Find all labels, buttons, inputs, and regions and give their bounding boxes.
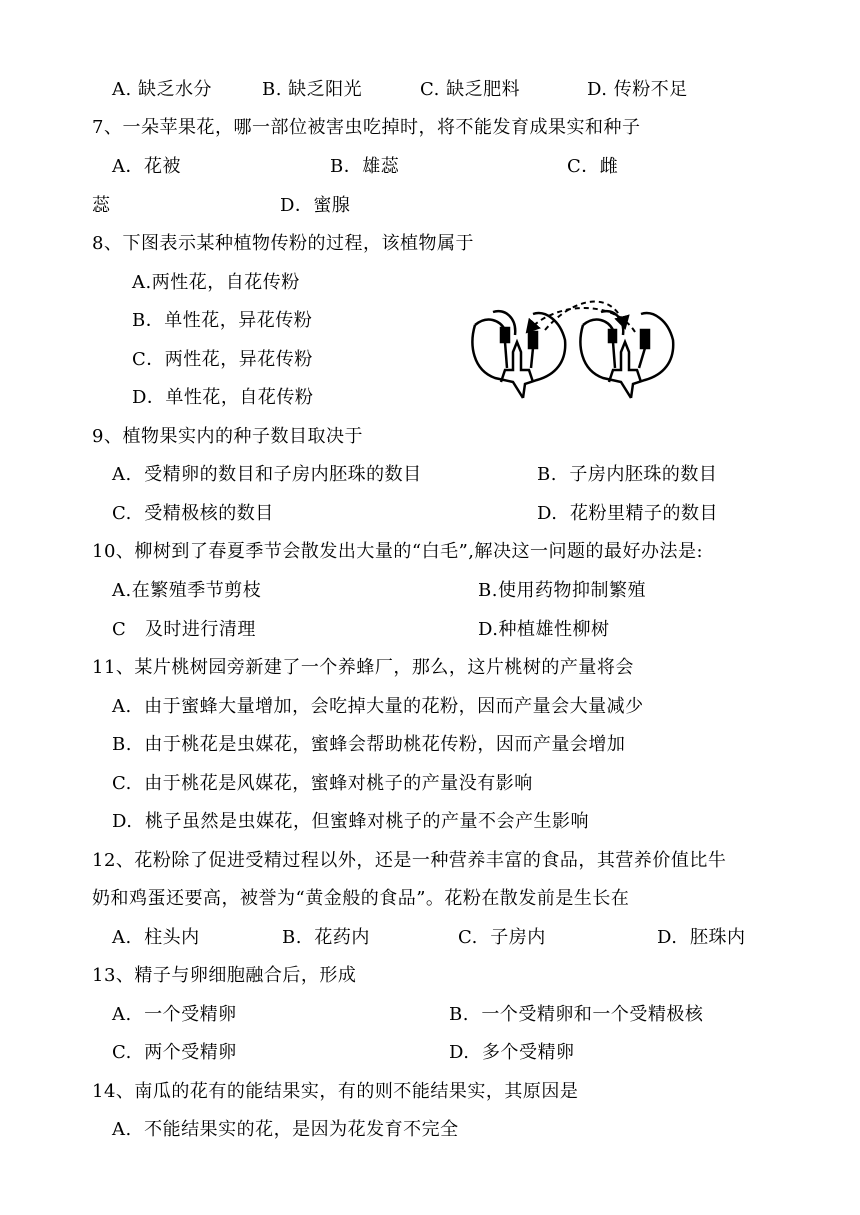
q13-option-c: C. 两个受精卵 [112, 1042, 237, 1063]
question-12: 12、花粉除了促进受精过程以外，还是一种营养丰富的食品，其营养价值比牛 [92, 850, 727, 871]
q7-option-b: B．雄蕊 [330, 156, 400, 177]
q7-option-c-continued: 蕊 [92, 195, 111, 216]
q8-option-b: B．单性花，异花传粉 [132, 310, 313, 331]
q10-option-a: A.在繁殖季节剪枝 [112, 580, 262, 601]
q7-option-a: A．花被 [112, 156, 181, 177]
q9-option-c: C. 受精极核的数目 [112, 503, 274, 524]
question-14: 14、南瓜的花有的能结果实，有的则不能结果实，其原因是 [92, 1081, 579, 1102]
q7-option-c: C．雌 [567, 156, 619, 177]
pollination-arrow-outer [545, 302, 625, 330]
q6-option-a: A. 缺乏水分 [112, 79, 212, 100]
question-9: 9、植物果实内的种子数目取决于 [92, 426, 363, 447]
question-10: 10、柳树到了春夏季节会散发出大量的“白毛”,解决这一问题的最好办法是: [92, 541, 704, 562]
question-8: 8、下图表示某种植物传粉的过程，该植物属于 [92, 233, 474, 254]
q14-option-a: A. 不能结果实的花，是因为花发育不完全 [112, 1119, 459, 1140]
q9-option-a: A. 受精卵的数目和子房内胚珠的数目 [112, 464, 422, 485]
q8-option-c: C．两性花，异花传粉 [132, 349, 313, 370]
question-7: 7、一朵苹果花，哪一部位被害虫吃掉时，将不能发育成果实和种子 [92, 117, 641, 138]
q10-option-c: C 及时进行清理 [112, 619, 256, 640]
q12-option-c: C. 子房内 [458, 927, 546, 948]
flower-right [580, 311, 673, 398]
q13-option-d: D. 多个受精卵 [449, 1042, 575, 1063]
question-13: 13、精子与卵细胞融合后，形成 [92, 965, 357, 986]
q10-option-b: B.使用药物抑制繁殖 [478, 580, 646, 601]
q11-option-c: C. 由于桃花是风媒花，蜜蜂对桃子的产量没有影响 [112, 773, 533, 794]
q9-option-b: B. 子房内胚珠的数目 [537, 464, 718, 485]
question-12-continued: 奶和鸡蛋还要高，被誉为“黄金般的食品”。花粉在散发前是生长在 [92, 888, 630, 909]
flower-left [472, 311, 565, 398]
q8-option-d: D．单性花，自花传粉 [132, 387, 314, 408]
q8-option-a: A.两性花，自花传粉 [132, 272, 300, 293]
q13-option-a: A. 一个受精卵 [112, 1004, 237, 1025]
q12-option-d: D. 胚珠内 [657, 927, 746, 948]
pollination-figure [465, 290, 680, 400]
q12-option-b: B. 花药内 [282, 927, 370, 948]
q7-option-d: D．蜜腺 [280, 195, 351, 216]
q6-option-d: D. 传粉不足 [587, 79, 688, 100]
q12-option-a: A. 柱头内 [112, 927, 200, 948]
q11-option-d: D. 桃子虽然是虫媒花，但蜜蜂对桃子的产量不会产生影响 [112, 811, 589, 832]
q11-option-b: B. 由于桃花是虫媒花，蜜蜂会帮助桃花传粉，因而产量会增加 [112, 734, 626, 755]
q6-option-b: B. 缺乏阳光 [262, 79, 363, 100]
q13-option-b: B. 一个受精卵和一个受精极核 [449, 1004, 704, 1025]
q10-option-d: D.种植雄性柳树 [478, 619, 610, 640]
q11-option-a: A. 由于蜜蜂大量增加，会吃掉大量的花粉，因而产量会大量减少 [112, 696, 644, 717]
q6-option-c: C. 缺乏肥料 [420, 79, 521, 100]
q9-option-d: D. 花粉里精子的数目 [537, 503, 718, 524]
question-11: 11、某片桃树园旁新建了一个养蜂厂，那么，这片桃树的产量将会 [92, 657, 634, 678]
